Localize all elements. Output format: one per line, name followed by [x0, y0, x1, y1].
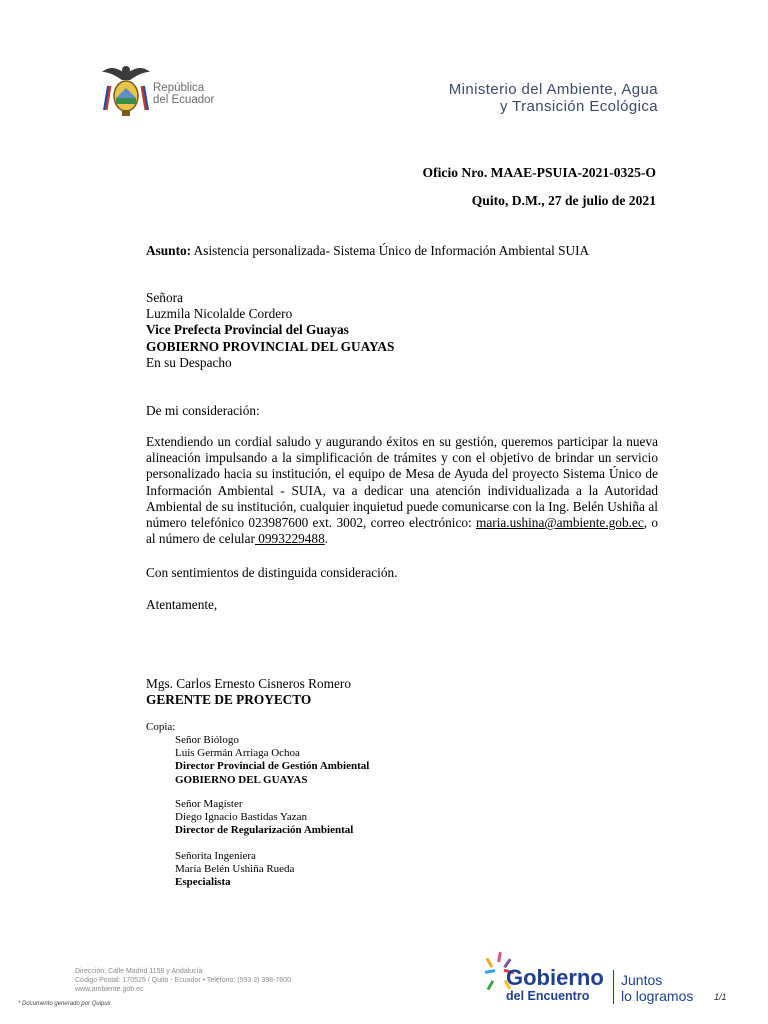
copy-1-position: Director Provincial de Gestión Ambiental	[175, 760, 370, 773]
coat-of-arms-icon	[98, 60, 154, 118]
email-link[interactable]: maria.ushina@ambiente.gob.ec	[476, 515, 644, 531]
signature-title: GERENTE DE PROYECTO	[146, 692, 312, 707]
phone-link[interactable]: 0993229488	[254, 531, 325, 547]
page-number: 1/1	[714, 992, 727, 1002]
recipient-position: Vice Prefecta Provincial del Guayas	[146, 322, 349, 338]
copy-3-name: María Belén Ushiña Rueda	[175, 863, 295, 876]
copy-group-3	[175, 850, 294, 890]
copy-2-title: Señor Magíster	[175, 798, 243, 810]
recipient-block	[146, 290, 646, 371]
closing-line: Con sentimientos de distinguida consideración.	[146, 565, 398, 580]
copy-1-institution: GOBIERNO DEL GUAYAS	[175, 773, 308, 786]
greeting: De mi consideración:	[146, 403, 260, 418]
copy-2-name: Diego Ignacio Bastidas Yazan	[175, 811, 307, 824]
logo-word-gobierno: Gobierno	[506, 965, 604, 990]
header	[0, 0, 768, 130]
recipient-institution: GOBIERNO PROVINCIAL DEL GUAYAS	[146, 338, 395, 354]
signature-name: Mgs. Carlos Ernesto Cisneros Romero	[146, 676, 351, 691]
place-date: Quito, D.M., 27 de julio de 2021	[471, 193, 656, 208]
copies-label: Copia:	[146, 721, 176, 733]
ministry-name-line-2: y Transición Ecológica	[499, 98, 658, 115]
recipient-salutation: Señora	[146, 290, 183, 305]
body-text: Extendiendo un cordial saludo y augurando éxitos en su gestión, queremos participar la nueva alineación impulsando a la simplificación de trámites y con el objetivo de brindar un servicio personalizado hacia su institución, el equipo de Mesa de Ayuda del proyecto Sistema Único de Información Ambiental - SUIA, va a dedicar una atención individualizada a la Autoridad Ambiental de su institución, cualquier inquietud puede comunicarse con la Ing. Belén Ushiña al número telefónico 023987600 ext. 3002, correo electrónico:	[146, 434, 658, 531]
body-paragraph	[146, 434, 658, 547]
sign-off: Atentamente,	[146, 597, 218, 612]
recipient-location: En su Despacho	[146, 354, 232, 370]
copy-1-name: Luis Germán Arriaga Ochoa	[175, 747, 300, 760]
subject-label: Asunto:	[146, 243, 192, 258]
copy-1-title: Señor Biólogo	[175, 734, 239, 746]
footer-address-line-2: Código Postal: 170525 / Quito - Ecuador • Teléfono: (593 2) 398-7600	[75, 977, 291, 984]
body-end-text: .	[324, 531, 329, 547]
copy-2-position: Director de Regularización Ambiental	[175, 824, 354, 837]
logo-word-encuentro: del Encuentro	[506, 989, 590, 1003]
logo-slogan-1: Juntos	[621, 972, 663, 988]
footer-address-line-1: Dirección: Calle Madrid 1159 y Andalucía	[75, 968, 203, 975]
republic-label-2: del Ecuador	[153, 94, 215, 106]
subject-text: Asistencia personalizada- Sistema Único de Información Ambiental SUIA	[191, 243, 590, 258]
copy-group-1	[175, 734, 369, 787]
logo-divider	[613, 970, 614, 1004]
copy-group-2	[175, 798, 353, 838]
oficio-number: Oficio Nro. MAAE-PSUIA-2021-0325-O	[422, 165, 656, 180]
generated-note: * Documento generado por Quipux	[18, 1001, 111, 1007]
logo-slogan-2: lo logramos	[621, 988, 694, 1004]
copy-3-title: Señorita Ingeniera	[175, 850, 256, 862]
body-mid-text: , o al número de celular	[146, 515, 659, 547]
recipient-name: Luzmila Nicolalde Cordero	[146, 306, 293, 322]
republic-label-1: República	[153, 82, 205, 94]
copy-3-position: Especialista	[175, 876, 231, 889]
footer-address	[75, 967, 291, 994]
footer-website: www.ambiente.gob.ec	[75, 986, 144, 993]
subject-line	[146, 243, 666, 259]
ministry-name-line-1: Ministerio del Ambiente, Agua	[448, 81, 658, 98]
